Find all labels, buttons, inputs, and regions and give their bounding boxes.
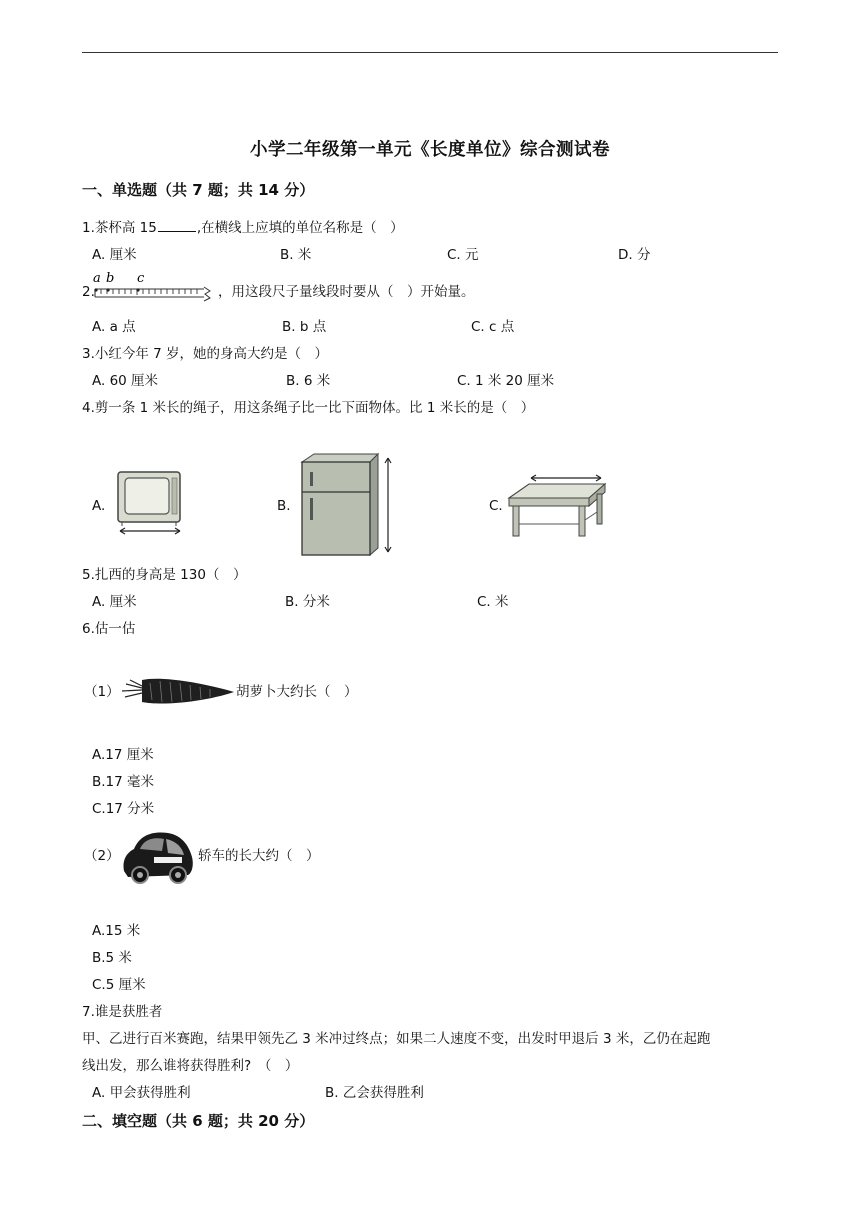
ruler-label-b: b	[106, 271, 115, 286]
q6-sub1-option-b[interactable]: B.17 毫米	[92, 774, 155, 790]
q2-option-b[interactable]: B. b 点	[282, 319, 327, 335]
question-7-body-line1: 甲、乙进行百米赛跑，结果甲领先乙 3 米冲过终点；如果二人速度不变，出发时甲退后 3 米，乙仍在起跑	[82, 1031, 711, 1047]
question-6-stem: 6.估一估	[82, 621, 136, 637]
q6-sub2-option-c[interactable]: C.5 厘米	[92, 977, 146, 993]
carrot-image	[120, 674, 236, 708]
q7-option-b[interactable]: B. 乙会获得胜利	[325, 1085, 424, 1101]
ruler-label-a: a	[93, 271, 101, 286]
q3-option-b[interactable]: B. 6 米	[286, 373, 331, 389]
q6-sub2-number: （2）	[84, 848, 120, 864]
q1-option-a[interactable]: A. 厘米	[92, 247, 137, 263]
answer-blank	[158, 219, 196, 232]
q7-option-a[interactable]: A. 甲会获得胜利	[92, 1085, 191, 1101]
ruler-figure	[92, 270, 216, 310]
q6-sub1-number: （1）	[84, 684, 120, 700]
q2-option-c[interactable]: C. c 点	[471, 319, 515, 335]
question-5-stem: 5.扎西的身高是 130（ ）	[82, 567, 247, 583]
question-3-stem: 3.小红今年 7 岁，她的身高大约是（ ）	[82, 346, 329, 362]
q1-option-b[interactable]: B. 米	[280, 247, 312, 263]
car-image	[118, 827, 196, 887]
header-rule	[82, 52, 778, 53]
question-7-body-line2: 线出发，那么谁将获得胜利? （ ）	[82, 1058, 299, 1074]
refrigerator-image	[298, 452, 402, 558]
q5-option-c[interactable]: C. 米	[477, 594, 509, 610]
q1-option-c[interactable]: C. 元	[447, 247, 479, 263]
question-7-stem: 7.谁是获胜者	[82, 1004, 163, 1020]
q4-option-c[interactable]: C.	[489, 498, 503, 514]
q6-sub2-option-b[interactable]: B.5 米	[92, 950, 132, 966]
q6-sub1-text: 胡萝卜大约长（ ）	[236, 684, 358, 700]
section-heading-2: 二、填空题（共 6 题；共 20 分）	[82, 1112, 315, 1130]
table-image	[505, 470, 609, 540]
section-heading-1: 一、单选题（共 7 题；共 14 分）	[82, 181, 315, 199]
q3-option-a[interactable]: A. 60 厘米	[92, 373, 159, 389]
question-4-stem: 4.剪一条 1 米长的绳子，用这条绳子比一比下面物体。比 1 米长的是（ ）	[82, 400, 535, 416]
q6-sub1-option-c[interactable]: C.17 分米	[92, 801, 155, 817]
ruler-label-c: c	[137, 271, 145, 286]
television-image	[114, 468, 186, 536]
q6-sub1-option-a[interactable]: A.17 厘米	[92, 747, 154, 763]
question-1-stem	[82, 219, 404, 237]
question-2-number: 2.	[82, 284, 95, 300]
question-1-stem-end: ,在横线上应填的单位名称是（ ）	[196, 220, 404, 236]
q4-option-a[interactable]: A.	[92, 498, 106, 514]
q1-option-d[interactable]: D. 分	[618, 247, 651, 263]
q3-option-c[interactable]: C. 1 米 20 厘米	[457, 373, 555, 389]
q4-option-b[interactable]: B.	[277, 498, 291, 514]
q2-option-a[interactable]: A. a 点	[92, 319, 136, 335]
q6-sub2-option-a[interactable]: A.15 米	[92, 923, 141, 939]
q5-option-a[interactable]: A. 厘米	[92, 594, 137, 610]
question-1-stem-start: 1.茶杯高 15	[82, 220, 157, 236]
question-2-stem: ，用这段尺子量线段时要从（ ）开始量。	[218, 284, 475, 300]
q6-sub2-text: 轿车的长大约（ ）	[198, 848, 320, 864]
page-title: 小学二年级第一单元《长度单位》综合测试卷	[250, 140, 610, 160]
q5-option-b[interactable]: B. 分米	[285, 594, 330, 610]
